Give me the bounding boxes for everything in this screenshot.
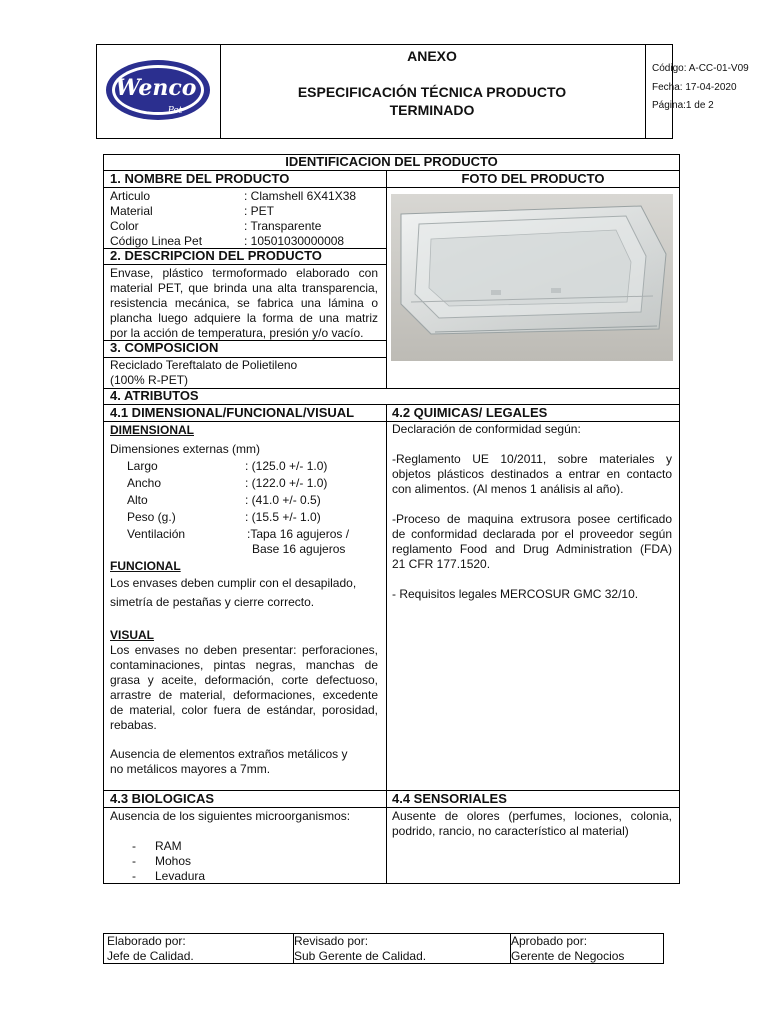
- field-material-value: : PET: [244, 204, 275, 218]
- visual-heading: VISUAL: [110, 628, 155, 642]
- signature-role: Sub Gerente de Calidad.: [294, 949, 427, 963]
- descripcion-line: material PET, que brinda una alta transparencia,: [110, 281, 378, 295]
- descripcion-line: plancha luego adquiere la forma de una matriz: [110, 311, 378, 325]
- funcional-line2: simetría de pestañas y cierre correcto.: [110, 595, 315, 609]
- signature-role: Jefe de Calidad.: [107, 949, 194, 963]
- identificacion-title: IDENTIFICACION DEL PRODUCTO: [285, 154, 498, 169]
- dim-peso-label: Peso (g.): [127, 510, 176, 524]
- quimicas-line: -Proceso de maquina extrusora posee certificado: [392, 512, 672, 526]
- dim-ancho-label: Ancho: [127, 476, 162, 490]
- sensoriales-text: [392, 809, 672, 839]
- descripcion-line: Envase, plástico termoformado elaborado con: [110, 266, 378, 280]
- header-meta-cell: [645, 45, 768, 138]
- field-color-value: : Transparente: [244, 219, 322, 233]
- visual-line: Los envases no deben presentar: perforaciones,: [110, 643, 378, 657]
- bio-item-ram: RAM: [155, 839, 182, 853]
- composicion-line1: Reciclado Tereftalato de Polietileno: [110, 358, 298, 372]
- bullet: -: [132, 854, 136, 868]
- descripcion-title: 2. DESCRIPCION DEL PRODUCTO: [110, 248, 322, 263]
- field-codigo-label: Código Linea Pet: [110, 234, 203, 248]
- divider: [386, 170, 387, 388]
- composicion-title: 3. COMPOSICION: [110, 340, 219, 355]
- signature-role: Gerente de Negocios: [511, 949, 625, 963]
- logo-cell: [97, 45, 221, 138]
- field-codigo-value: : 10501030000008: [244, 234, 345, 248]
- quimicas-p2: [392, 512, 672, 572]
- quimicas-line: de conformidad declarada por el proveedor según: [392, 527, 672, 541]
- foto-producto-title: FOTO DEL PRODUCTO: [461, 171, 605, 186]
- biologicas-intro: Ausencia de los siguientes microorganismos:: [110, 809, 351, 823]
- sensoriales-title: 4.4 SENSORIALES: [392, 791, 507, 806]
- header-title-cell: [220, 45, 644, 138]
- quimicas-line: -Reglamento UE 10/2011, sobre materiales y: [392, 452, 672, 466]
- dimensional-heading: DIMENSIONAL: [110, 423, 194, 437]
- svg-text:Wenco: Wenco: [115, 75, 197, 101]
- funcional-line1: Los envases deben cumplir con el desapilado,: [110, 576, 357, 590]
- signature-label: Aprobado por:: [511, 934, 588, 948]
- visual-text: [110, 643, 378, 733]
- page-number: Página:1 de 2: [652, 100, 714, 111]
- dim-largo-label: Largo: [127, 459, 158, 473]
- company-logo: [97, 45, 220, 138]
- bullet: -: [132, 839, 136, 853]
- descripcion-line: por la acción de temperatura, presión y/o vacío.: [110, 326, 364, 340]
- document-title-line2: TERMINADO: [389, 102, 475, 118]
- dim-alto-value: : (41.0 +/- 0.5): [245, 493, 321, 507]
- visual-line: rebabas.: [110, 718, 157, 732]
- funcional-heading: FUNCIONAL: [110, 559, 181, 573]
- bio-item-levadura: Levadura: [155, 869, 206, 883]
- quimicas-legales-title: 4.2 QUIMICAS/ LEGALES: [392, 405, 548, 420]
- signature-elaborado: [104, 934, 294, 963]
- signature-table: [103, 933, 664, 964]
- dim-alto-label: Alto: [127, 493, 148, 507]
- quimicas-intro: Declaración de conformidad según:: [392, 422, 581, 436]
- quimicas-line: con alimentos. (Al menos 1 análisis al año).: [392, 482, 624, 496]
- visual-line: arrastre de material, deformaciones, excedente: [110, 688, 378, 702]
- quimicas-line: 21 CFR 177.1520.: [392, 557, 491, 571]
- sensoriales-line: Ausente de olores (perfumes, lociones, colonia,: [392, 809, 672, 823]
- quimicas-line: objetos plásticos destinados a entrar en contacto: [392, 467, 672, 481]
- dimensional-funcional-visual-title: 4.1 DIMENSIONAL/FUNCIONAL/VISUAL: [110, 405, 355, 420]
- sensoriales-line: podrido, rancio, no característico al material): [392, 824, 629, 838]
- divider: [103, 807, 680, 808]
- divider: [386, 404, 387, 884]
- descripcion-text: [110, 266, 378, 341]
- visual-line: grasa y aceite, deformación, corte defectuoso,: [110, 673, 378, 687]
- clamshell-image: [391, 194, 673, 361]
- signature-label: Revisado por:: [294, 934, 369, 948]
- svg-text:Pet: Pet: [167, 106, 183, 116]
- visual-line: de material, color fuera de estándar, porosidad,: [110, 703, 378, 717]
- dim-ventilacion-label: Ventilación: [127, 527, 186, 541]
- bullet: -: [132, 869, 136, 883]
- visual-extra-line2: no metálicos mayores a 7mm.: [110, 762, 271, 776]
- biologicas-title: 4.3 BIOLOGICAS: [110, 791, 215, 806]
- dim-ventilacion-value2: Base 16 agujeros: [252, 542, 346, 556]
- signature-aprobado: [508, 934, 661, 963]
- dim-ancho-value: : (122.0 +/- 1.0): [245, 476, 328, 490]
- field-color-label: Color: [110, 219, 139, 233]
- atributos-title: 4. ATRIBUTOS: [110, 388, 199, 403]
- document-title: [220, 83, 644, 119]
- nombre-producto-title: 1. NOMBRE DEL PRODUCTO: [110, 171, 290, 186]
- bio-item-mohos: Mohos: [155, 854, 192, 868]
- document-date: Fecha: 17-04-2020: [652, 82, 737, 93]
- product-photo: [391, 194, 673, 361]
- descripcion-line: resistencia mecánica, se fabrica una lámina o: [110, 296, 378, 310]
- composicion-line2: (100% R-PET): [110, 373, 189, 387]
- document-code: Código: A-CC-01-V09: [652, 63, 749, 74]
- quimicas-line: reglamento Food and Drug Administration (FDA): [392, 542, 672, 556]
- visual-extra-line1: Ausencia de elementos extraños metálicos y: [110, 747, 348, 761]
- quimicas-p1: [392, 452, 672, 497]
- field-articulo-value: : Clamshell 6X41X38: [244, 189, 357, 203]
- dim-peso-value: : (15.5 +/- 1.0): [245, 510, 321, 524]
- divider: [103, 187, 680, 188]
- document-title-line1: ESPECIFICACIÓN TÉCNICA PRODUCTO: [297, 84, 567, 100]
- field-articulo-label: Articulo: [110, 189, 151, 203]
- field-material-label: Material: [110, 204, 153, 218]
- anexo-label: ANEXO: [407, 48, 457, 64]
- dim-ventilacion-value: :Tapa 16 agujeros /: [247, 527, 350, 541]
- signature-revisado: [291, 934, 511, 963]
- document-header: [96, 44, 749, 139]
- divider: [103, 264, 386, 265]
- quimicas-p3: - Requisitos legales MERCOSUR GMC 32/10.: [392, 587, 639, 601]
- visual-line: contaminaciones, pintas negras, manchas de: [110, 658, 378, 672]
- dimensiones-intro: Dimensiones externas (mm): [110, 442, 261, 456]
- signature-label: Elaborado por:: [107, 934, 186, 948]
- dim-largo-value: : (125.0 +/- 1.0): [245, 459, 328, 473]
